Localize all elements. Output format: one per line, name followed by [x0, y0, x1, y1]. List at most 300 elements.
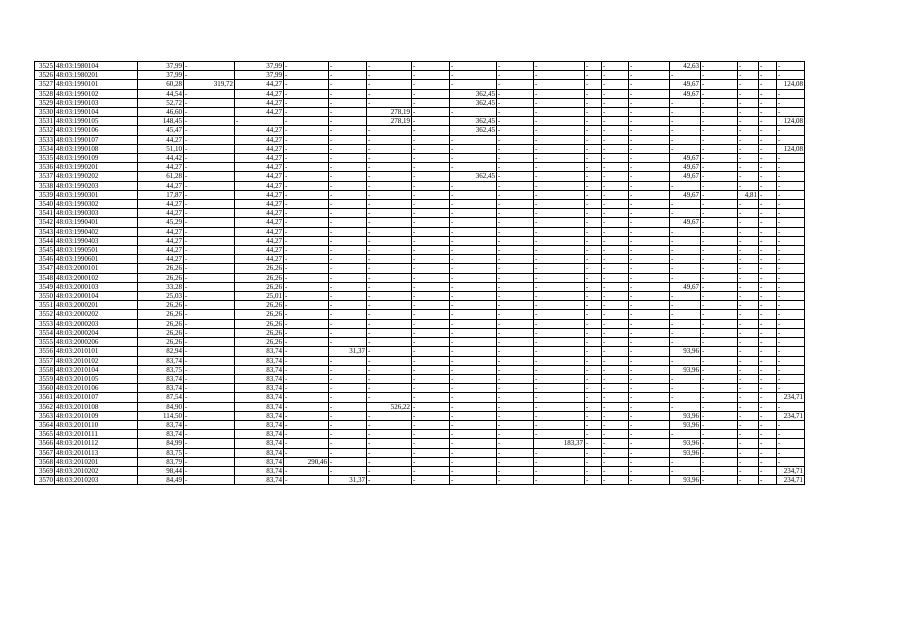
- value-cell: -: [329, 466, 367, 475]
- value-cell: -: [701, 374, 738, 383]
- value-cell: -: [284, 264, 329, 273]
- value-cell: -: [759, 374, 777, 383]
- value-cell: -: [585, 117, 602, 126]
- value-cell: -: [670, 301, 701, 310]
- value-cell: -: [585, 154, 602, 163]
- value-cell: -: [629, 310, 670, 319]
- value-cell: -: [367, 292, 412, 301]
- row-number-cell: 3530: [35, 108, 55, 117]
- value-cell: -: [602, 172, 629, 181]
- value-cell: -: [759, 338, 777, 347]
- value-cell: -: [450, 190, 497, 199]
- value-cell: 49,67: [670, 80, 701, 89]
- value-cell: -: [585, 218, 602, 227]
- value-cell: -: [670, 466, 701, 475]
- value-cell: -: [497, 172, 534, 181]
- value-cell: -: [284, 144, 329, 153]
- cadastral-number-cell: 48:03:2010109: [55, 411, 138, 420]
- row-number-cell: 3529: [35, 98, 55, 107]
- value-cell: -: [585, 144, 602, 153]
- value-cell: -: [184, 126, 235, 135]
- value-cell: -: [497, 163, 534, 172]
- value-cell: -: [585, 108, 602, 117]
- value-cell: -: [585, 310, 602, 319]
- value-cell: -: [738, 476, 759, 485]
- value-cell: -: [184, 200, 235, 209]
- value-cell: -: [184, 172, 235, 181]
- table-row: [35, 282, 805, 291]
- cadastral-number-cell: 48:03:2010102: [55, 356, 138, 365]
- value-cell: -: [412, 338, 450, 347]
- value-cell: -: [367, 430, 412, 439]
- value-cell: -: [585, 476, 602, 485]
- value-cell: 26,26: [235, 319, 284, 328]
- value-cell: -: [367, 338, 412, 347]
- value-cell: -: [284, 393, 329, 402]
- data-table: [34, 61, 805, 485]
- cadastral-number-cell: 48:03:2010113: [55, 448, 138, 457]
- value-cell: -: [585, 466, 602, 475]
- value-cell: -: [412, 347, 450, 356]
- value-cell: -: [670, 328, 701, 337]
- value-cell: 25,01: [235, 292, 284, 301]
- table-row: [35, 328, 805, 337]
- value-cell: -: [777, 227, 805, 236]
- row-number-cell: 3531: [35, 117, 55, 126]
- value-cell: 83,74: [235, 393, 284, 402]
- value-cell: -: [284, 154, 329, 163]
- value-cell: -: [284, 80, 329, 89]
- value-cell: 83,74: [235, 476, 284, 485]
- value-cell: -: [585, 135, 602, 144]
- value-cell: -: [602, 117, 629, 126]
- value-cell: -: [450, 319, 497, 328]
- value-cell: -: [329, 282, 367, 291]
- value-cell: -: [701, 209, 738, 218]
- value-cell: -: [777, 209, 805, 218]
- value-cell: -: [759, 144, 777, 153]
- value-cell: -: [450, 218, 497, 227]
- value-cell: -: [235, 117, 284, 126]
- value-cell: -: [602, 89, 629, 98]
- value-cell: -: [534, 163, 585, 172]
- value-cell: -: [284, 292, 329, 301]
- row-number-cell: 3570: [35, 476, 55, 485]
- value-cell: 44,27: [138, 209, 184, 218]
- value-cell: -: [184, 190, 235, 199]
- value-cell: -: [670, 356, 701, 365]
- value-cell: -: [670, 273, 701, 282]
- value-cell: -: [450, 273, 497, 282]
- table-row: [35, 466, 805, 475]
- value-cell: -: [367, 319, 412, 328]
- value-cell: 83,74: [235, 374, 284, 383]
- cadastral-number-cell: 48:03:1990103: [55, 98, 138, 107]
- value-cell: 83,79: [138, 457, 184, 466]
- value-cell: -: [585, 200, 602, 209]
- value-cell: -: [329, 144, 367, 153]
- value-cell: 44,27: [235, 200, 284, 209]
- value-cell: -: [367, 328, 412, 337]
- value-cell: -: [701, 310, 738, 319]
- value-cell: 26,26: [235, 282, 284, 291]
- value-cell: -: [738, 273, 759, 282]
- value-cell: 44,27: [235, 236, 284, 245]
- value-cell: -: [497, 108, 534, 117]
- value-cell: -: [284, 190, 329, 199]
- value-cell: -: [759, 292, 777, 301]
- table-row: [35, 255, 805, 264]
- value-cell: -: [759, 246, 777, 255]
- value-cell: 98,44: [138, 466, 184, 475]
- value-cell: -: [412, 62, 450, 71]
- value-cell: -: [759, 476, 777, 485]
- value-cell: -: [585, 393, 602, 402]
- value-cell: -: [497, 62, 534, 71]
- value-cell: -: [534, 117, 585, 126]
- row-number-cell: 3540: [35, 200, 55, 209]
- value-cell: -: [585, 264, 602, 273]
- cadastral-number-cell: 48:03:2000204: [55, 328, 138, 337]
- value-cell: -: [534, 126, 585, 135]
- table-row: [35, 273, 805, 282]
- value-cell: -: [367, 384, 412, 393]
- value-cell: -: [738, 172, 759, 181]
- value-cell: 44,27: [235, 209, 284, 218]
- value-cell: -: [329, 273, 367, 282]
- value-cell: -: [585, 190, 602, 199]
- value-cell: -: [367, 89, 412, 98]
- value-cell: -: [184, 393, 235, 402]
- value-cell: -: [670, 246, 701, 255]
- value-cell: -: [284, 273, 329, 282]
- value-cell: 83,74: [235, 384, 284, 393]
- value-cell: -: [534, 172, 585, 181]
- value-cell: 44,27: [138, 236, 184, 245]
- value-cell: -: [629, 227, 670, 236]
- value-cell: -: [497, 236, 534, 245]
- value-cell: -: [329, 172, 367, 181]
- value-cell: -: [412, 393, 450, 402]
- value-cell: 49,67: [670, 89, 701, 98]
- value-cell: -: [329, 319, 367, 328]
- value-cell: -: [534, 190, 585, 199]
- value-cell: -: [497, 264, 534, 273]
- value-cell: -: [534, 71, 585, 80]
- value-cell: -: [284, 200, 329, 209]
- value-cell: -: [284, 384, 329, 393]
- value-cell: -: [367, 80, 412, 89]
- value-cell: -: [602, 301, 629, 310]
- value-cell: -: [602, 264, 629, 273]
- row-number-cell: 3560: [35, 384, 55, 393]
- value-cell: -: [629, 466, 670, 475]
- value-cell: -: [585, 402, 602, 411]
- value-cell: -: [497, 402, 534, 411]
- value-cell: -: [450, 365, 497, 374]
- value-cell: -: [759, 236, 777, 245]
- value-cell: -: [284, 319, 329, 328]
- value-cell: 93,96: [670, 347, 701, 356]
- value-cell: -: [602, 209, 629, 218]
- value-cell: -: [284, 126, 329, 135]
- value-cell: -: [184, 439, 235, 448]
- value-cell: -: [450, 476, 497, 485]
- value-cell: 44,27: [235, 227, 284, 236]
- value-cell: -: [585, 448, 602, 457]
- value-cell: -: [284, 430, 329, 439]
- value-cell: 44,27: [235, 163, 284, 172]
- value-cell: -: [534, 89, 585, 98]
- cadastral-number-cell: 48:03:1990601: [55, 255, 138, 264]
- value-cell: -: [412, 374, 450, 383]
- value-cell: -: [777, 190, 805, 199]
- value-cell: -: [497, 218, 534, 227]
- value-cell: -: [585, 365, 602, 374]
- value-cell: -: [284, 411, 329, 420]
- table-row: [35, 71, 805, 80]
- table-row: [35, 430, 805, 439]
- value-cell: -: [629, 89, 670, 98]
- value-cell: -: [450, 264, 497, 273]
- value-cell: -: [329, 255, 367, 264]
- value-cell: -: [585, 236, 602, 245]
- value-cell: -: [629, 301, 670, 310]
- value-cell: -: [738, 356, 759, 365]
- value-cell: -: [777, 264, 805, 273]
- value-cell: -: [450, 384, 497, 393]
- value-cell: 44,27: [138, 135, 184, 144]
- value-cell: -: [329, 384, 367, 393]
- value-cell: 37,99: [138, 71, 184, 80]
- value-cell: -: [412, 365, 450, 374]
- value-cell: -: [497, 466, 534, 475]
- cadastral-number-cell: 48:03:1990501: [55, 246, 138, 255]
- value-cell: -: [412, 190, 450, 199]
- value-cell: 83,74: [138, 430, 184, 439]
- cadastral-number-cell: 48:03:2000201: [55, 301, 138, 310]
- value-cell: -: [777, 154, 805, 163]
- value-cell: -: [629, 200, 670, 209]
- cadastral-number-cell: 48:03:2010202: [55, 466, 138, 475]
- value-cell: 93,96: [670, 365, 701, 374]
- value-cell: 25,03: [138, 292, 184, 301]
- value-cell: -: [450, 347, 497, 356]
- value-cell: -: [450, 227, 497, 236]
- value-cell: -: [701, 89, 738, 98]
- value-cell: -: [670, 236, 701, 245]
- value-cell: -: [629, 108, 670, 117]
- value-cell: -: [759, 163, 777, 172]
- value-cell: -: [602, 71, 629, 80]
- value-cell: -: [450, 62, 497, 71]
- value-cell: -: [738, 117, 759, 126]
- row-number-cell: 3563: [35, 411, 55, 420]
- value-cell: -: [284, 301, 329, 310]
- row-number-cell: 3532: [35, 126, 55, 135]
- cadastral-number-cell: 48:03:2000202: [55, 310, 138, 319]
- value-cell: -: [759, 255, 777, 264]
- row-number-cell: 3544: [35, 236, 55, 245]
- value-cell: -: [284, 365, 329, 374]
- value-cell: -: [412, 420, 450, 429]
- value-cell: -: [367, 172, 412, 181]
- value-cell: -: [777, 374, 805, 383]
- value-cell: 61,28: [138, 172, 184, 181]
- value-cell: -: [738, 457, 759, 466]
- value-cell: 83,74: [235, 439, 284, 448]
- value-cell: -: [629, 430, 670, 439]
- value-cell: -: [534, 98, 585, 107]
- value-cell: -: [585, 328, 602, 337]
- value-cell: -: [184, 236, 235, 245]
- value-cell: 26,26: [138, 319, 184, 328]
- value-cell: -: [602, 154, 629, 163]
- value-cell: -: [759, 439, 777, 448]
- table-row: [35, 190, 805, 199]
- value-cell: -: [412, 328, 450, 337]
- table-row: [35, 292, 805, 301]
- cadastral-number-cell: 48:03:1990402: [55, 227, 138, 236]
- value-cell: -: [738, 71, 759, 80]
- value-cell: -: [534, 227, 585, 236]
- value-cell: -: [602, 411, 629, 420]
- value-cell: -: [602, 108, 629, 117]
- value-cell: -: [602, 135, 629, 144]
- value-cell: -: [367, 457, 412, 466]
- value-cell: -: [585, 181, 602, 190]
- value-cell: -: [759, 402, 777, 411]
- cadastral-number-cell: 48:03:2000203: [55, 319, 138, 328]
- row-number-cell: 3562: [35, 402, 55, 411]
- value-cell: -: [777, 172, 805, 181]
- value-cell: -: [759, 218, 777, 227]
- value-cell: -: [701, 292, 738, 301]
- value-cell: 60,28: [138, 80, 184, 89]
- value-cell: -: [367, 236, 412, 245]
- value-cell: -: [585, 227, 602, 236]
- value-cell: -: [701, 411, 738, 420]
- value-cell: -: [284, 163, 329, 172]
- value-cell: -: [284, 282, 329, 291]
- value-cell: -: [329, 430, 367, 439]
- value-cell: -: [497, 356, 534, 365]
- value-cell: -: [329, 328, 367, 337]
- value-cell: -: [367, 264, 412, 273]
- value-cell: -: [450, 338, 497, 347]
- value-cell: -: [497, 246, 534, 255]
- value-cell: -: [629, 356, 670, 365]
- value-cell: -: [585, 420, 602, 429]
- value-cell: -: [777, 384, 805, 393]
- cadastral-number-cell: 48:03:2000101: [55, 264, 138, 273]
- value-cell: 44,54: [138, 89, 184, 98]
- value-cell: -: [329, 374, 367, 383]
- value-cell: -: [738, 374, 759, 383]
- value-cell: -: [534, 430, 585, 439]
- cadastral-number-cell: 48:03:2000103: [55, 282, 138, 291]
- value-cell: 31,37: [329, 476, 367, 485]
- value-cell: -: [738, 448, 759, 457]
- value-cell: -: [585, 126, 602, 135]
- value-cell: -: [534, 476, 585, 485]
- value-cell: -: [738, 80, 759, 89]
- value-cell: -: [497, 448, 534, 457]
- value-cell: -: [184, 365, 235, 374]
- value-cell: 46,60: [138, 108, 184, 117]
- value-cell: -: [534, 411, 585, 420]
- value-cell: 83,74: [138, 384, 184, 393]
- value-cell: -: [184, 135, 235, 144]
- value-cell: 362,45: [450, 172, 497, 181]
- value-cell: 49,67: [670, 172, 701, 181]
- value-cell: -: [602, 255, 629, 264]
- value-cell: 83,74: [235, 420, 284, 429]
- value-cell: 44,27: [235, 144, 284, 153]
- value-cell: -: [701, 301, 738, 310]
- value-cell: 44,27: [235, 190, 284, 199]
- value-cell: -: [701, 402, 738, 411]
- value-cell: -: [585, 338, 602, 347]
- value-cell: -: [412, 227, 450, 236]
- value-cell: 44,27: [235, 218, 284, 227]
- row-number-cell: 3553: [35, 319, 55, 328]
- value-cell: -: [497, 71, 534, 80]
- value-cell: 26,26: [235, 273, 284, 282]
- row-number-cell: 3559: [35, 374, 55, 383]
- value-cell: -: [329, 163, 367, 172]
- value-cell: -: [670, 144, 701, 153]
- value-cell: -: [284, 117, 329, 126]
- value-cell: -: [184, 282, 235, 291]
- value-cell: -: [777, 126, 805, 135]
- value-cell: -: [329, 236, 367, 245]
- value-cell: -: [759, 310, 777, 319]
- value-cell: -: [412, 411, 450, 420]
- value-cell: 26,26: [235, 310, 284, 319]
- value-cell: -: [329, 246, 367, 255]
- value-cell: -: [738, 310, 759, 319]
- table-row: [35, 62, 805, 71]
- table-row: [35, 393, 805, 402]
- row-number-cell: 3542: [35, 218, 55, 227]
- value-cell: 51,10: [138, 144, 184, 153]
- value-cell: -: [329, 448, 367, 457]
- value-cell: -: [534, 80, 585, 89]
- value-cell: -: [329, 181, 367, 190]
- value-cell: -: [602, 181, 629, 190]
- value-cell: 44,27: [138, 255, 184, 264]
- value-cell: -: [412, 292, 450, 301]
- value-cell: -: [184, 310, 235, 319]
- value-cell: -: [412, 246, 450, 255]
- value-cell: -: [585, 80, 602, 89]
- value-cell: -: [329, 365, 367, 374]
- value-cell: -: [585, 62, 602, 71]
- table-row: [35, 117, 805, 126]
- value-cell: -: [777, 200, 805, 209]
- value-cell: -: [534, 236, 585, 245]
- value-cell: -: [497, 117, 534, 126]
- value-cell: 49,67: [670, 154, 701, 163]
- value-cell: -: [450, 430, 497, 439]
- value-cell: -: [497, 420, 534, 429]
- value-cell: -: [412, 255, 450, 264]
- row-number-cell: 3568: [35, 457, 55, 466]
- value-cell: -: [759, 448, 777, 457]
- value-cell: -: [670, 402, 701, 411]
- value-cell: 37,99: [138, 62, 184, 71]
